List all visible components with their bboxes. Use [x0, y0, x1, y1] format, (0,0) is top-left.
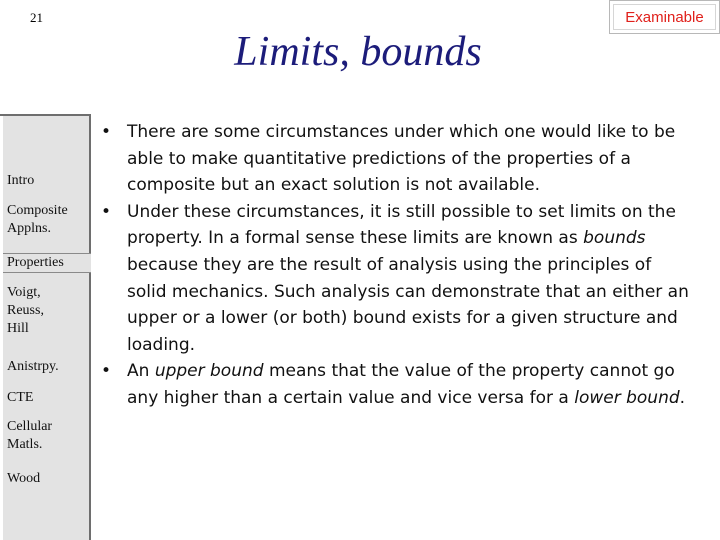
sidebar-item-cellular-matls[interactable]: Cellular Matls.: [7, 419, 53, 452]
sidebar-item-properties[interactable]: Properties: [3, 253, 91, 273]
sidebar-item-voigt-reuss-hill[interactable]: Voigt, Reuss, Hill: [7, 285, 44, 336]
bullet-item: [100, 199, 690, 359]
sidebar-item-wood[interactable]: Wood: [7, 471, 41, 486]
bullet-text: means that the value of the property cannot go any higher than a certain value and vice versa for a: [127, 361, 675, 408]
bullet-text: because they are the result of analysis using the principles of solid mechanics. Such analysis can demonstrate that an either an upper or a lower (or both) bound exists for a given structure and loading.: [127, 254, 689, 355]
sidebar-item-anistrpy[interactable]: Anistrpy.: [7, 359, 59, 374]
badge-inner-border: [613, 4, 716, 30]
sidebar-nav: [0, 114, 91, 540]
slide-number: 21: [30, 10, 43, 25]
bullet-emphasis: lower bound: [574, 387, 680, 408]
bullet-emphasis: bounds: [583, 228, 646, 249]
bullet-item: [100, 119, 690, 199]
slide-body: [100, 119, 690, 412]
bullet-text: Under these circumstances, it is still possible to set limits on the property. In a formal sense these limits are known as: [127, 201, 676, 249]
sidebar-item-composite-applns[interactable]: Composite Applns.: [7, 203, 68, 236]
badge-label: Examinable: [625, 8, 704, 26]
sidebar-item-intro[interactable]: Intro: [7, 173, 35, 188]
bullet-item: [100, 358, 690, 411]
bullet-text: An: [127, 361, 155, 382]
bullet-list: [100, 119, 690, 412]
sidebar-item-cte[interactable]: CTE: [7, 390, 34, 405]
bullet-text: .: [679, 387, 686, 408]
bullet-text: There are some circumstances under which one would like to be able to make quantitative predictions of the properties of a composite but an exact solution is not available.: [127, 122, 676, 196]
slide-title: [0, 28, 720, 76]
bullet-emphasis: upper bound: [154, 361, 264, 382]
slide-title-text: Limits, bounds: [234, 29, 482, 75]
